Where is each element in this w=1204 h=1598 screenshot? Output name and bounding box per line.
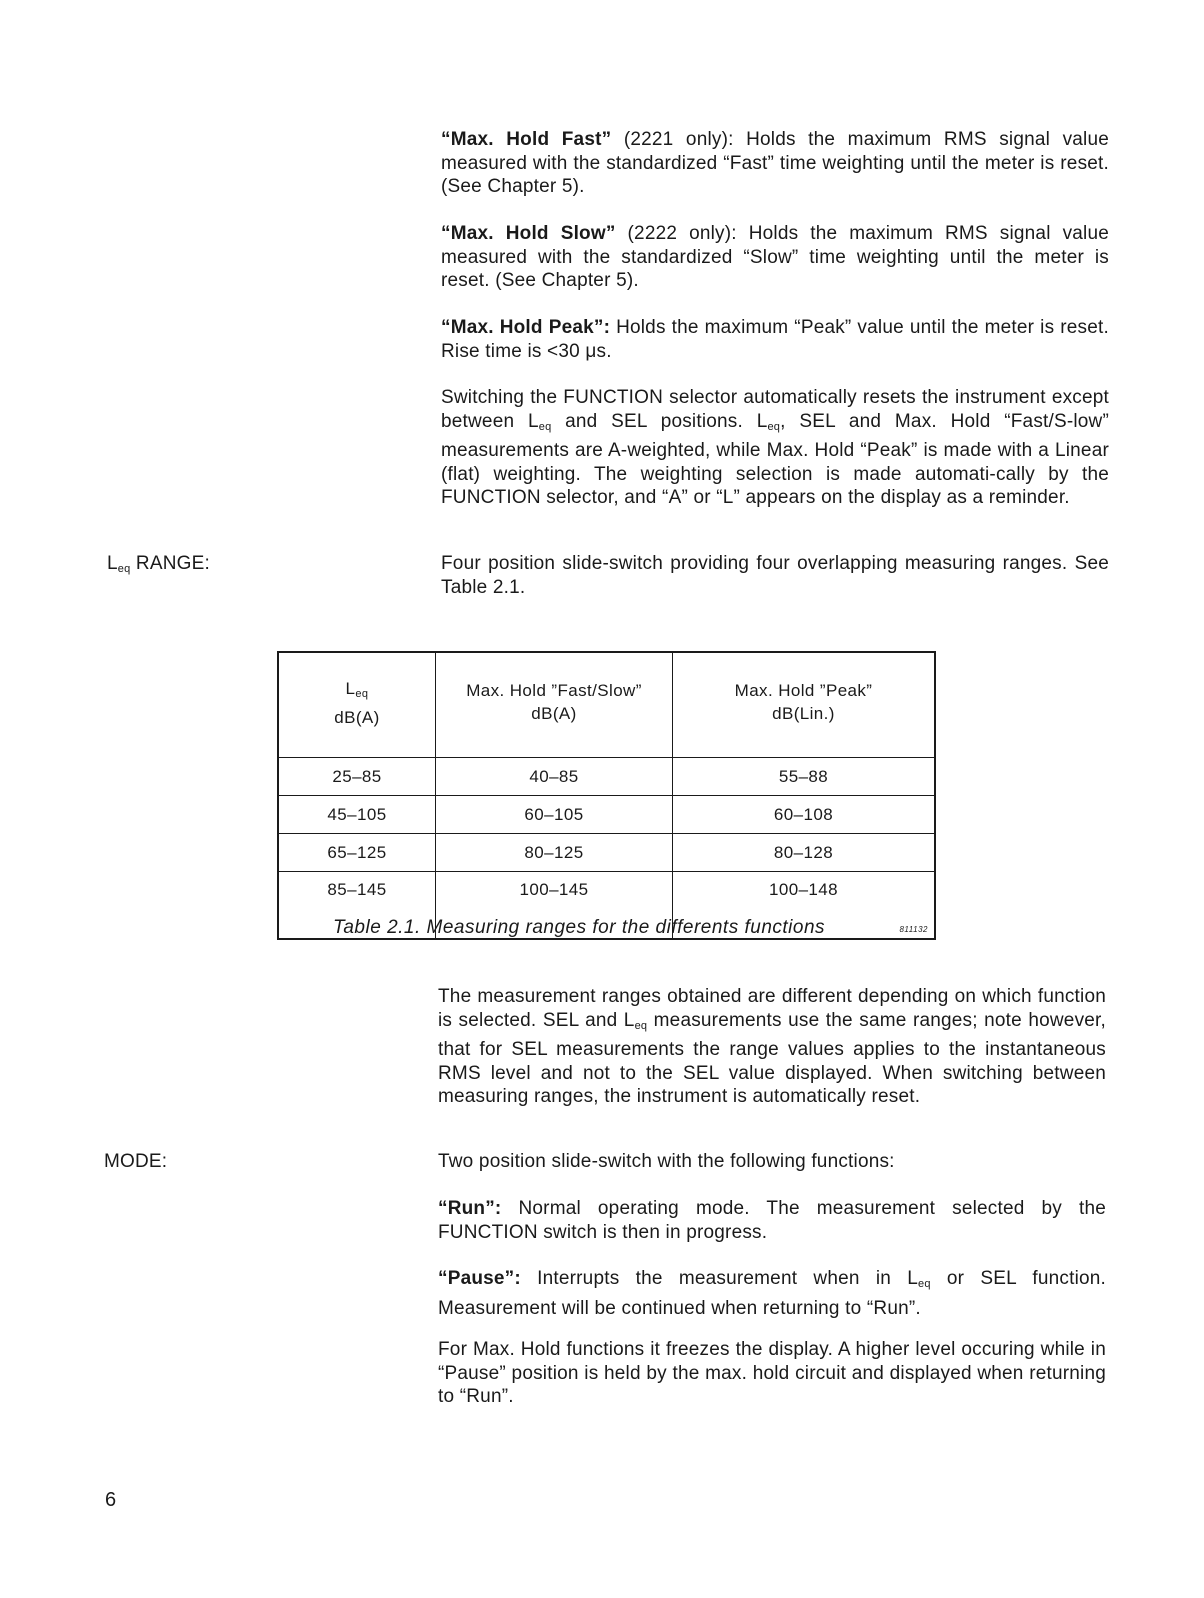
table-cell: 100–145: [436, 872, 673, 940]
desc-run: Normal operating mode. The measurement selected by the FUNCTION switch is then in progress.: [438, 1198, 1106, 1243]
table-header-row: [278, 652, 935, 758]
table-cell: 80–125: [436, 834, 673, 872]
text-fragment: measurements use the same ranges; note however, that for SEL measurements the range values applies to the instantaneous RMS level and not to the SEL value displayed. When switching between measuring ranges, the instrument is automatically reset.: [438, 1009, 1107, 1108]
subscript-eq: eq: [355, 688, 369, 700]
term-max-hold-fast: “Max. Hold Fast”: [441, 129, 612, 150]
paragraph-max-hold-peak: [441, 316, 1109, 363]
desc-max-hold-peak: Holds the maximum “Peak” value until the meter is reset. Rise time is <30 μs.: [441, 317, 1109, 362]
table-cell: 45–105: [278, 796, 436, 834]
table-cell: 25–85: [278, 758, 436, 796]
text-fragment: RANGE:: [130, 553, 210, 574]
text-fragment: The measurement ranges obtained are different depending on which function is selected. SEL and L: [438, 986, 1106, 1031]
term-max-hold-peak: “Max. Hold Peak”:: [441, 317, 611, 338]
paragraph-leq-range: Four position slide-switch providing four overlapping measuring ranges. See Table 2.1.: [441, 553, 1109, 598]
text-fragment: or SEL function. Measurement will be continued when returning to “Run”.: [438, 1268, 1106, 1319]
subscript-eq: eq: [117, 563, 131, 575]
table-cell: 60–105: [436, 796, 673, 834]
text-fragment: L: [107, 553, 118, 574]
table-cell-value: 100–148: [769, 880, 838, 899]
table-row: [278, 796, 935, 834]
paragraph-function-switch: [441, 386, 1109, 510]
text-fragment: and SEL positions. L: [551, 410, 768, 432]
header-line: L: [345, 679, 356, 698]
text-fragment: Switching the FUNCTION selector automatically resets the instrument except between L: [441, 387, 1109, 432]
paragraph-max-hold-freeze: For Max. Hold functions it freezes the display. A higher level occuring while in “Pause” position is held by the max. hold circuit and displayed when returning to “Run”.: [438, 1339, 1106, 1408]
term-pause: “Pause”:: [438, 1268, 521, 1289]
text-fragment: Interrupts the measurement when in L: [520, 1268, 918, 1289]
table-cell: 55–88: [673, 758, 936, 796]
table-figure-code: 811132: [899, 925, 928, 934]
term-max-hold-slow: “Max. Hold Slow”: [441, 223, 616, 244]
table-cell: 80–128: [673, 834, 936, 872]
paragraph-run: [438, 1197, 1106, 1244]
paragraph-mode: Two position slide-switch with the following functions:: [438, 1151, 895, 1172]
ranges-table: [277, 651, 936, 940]
desc-max-hold-slow: (2222 only): Holds the maximum RMS signal value measured with the standardized “Slow” time weighting until the meter is reset. (See Chapter 5).: [441, 223, 1110, 292]
table-header-cell: [436, 652, 673, 758]
table-cell: 65–125: [278, 834, 436, 872]
page-number: 6: [105, 1489, 117, 1511]
header-line: Max. Hold ”Fast/Slow”: [466, 681, 642, 700]
desc-max-hold-fast: (2221 only): Holds the maximum RMS signal value measured with the standardized “Fast” time weighting until the meter is reset. (See Chapter 5).: [441, 129, 1110, 198]
table-cell: 60–108: [673, 796, 936, 834]
header-unit: dB(A): [531, 704, 577, 723]
subscript-eq: eq: [918, 1278, 931, 1290]
table-cell: 85–145: [278, 872, 436, 940]
table-row: [278, 834, 935, 872]
table-header-cell: [278, 652, 436, 758]
paragraph-pause: [438, 1267, 1106, 1320]
subscript-eq: eq: [634, 1019, 648, 1032]
table-header-cell: [673, 652, 936, 758]
table-cell: 40–85: [436, 758, 673, 796]
table-caption: Table 2.1. Measuring ranges for the differents functions: [333, 917, 826, 938]
term-run: “Run”:: [438, 1198, 502, 1219]
text-fragment: , SEL and Max. Hold “Fast/S-low” measurements are A-weighted, while Max. Hold “Peak” is made with a Linear (flat) weighting. The weighting selection is made automati-cally by the FUNCTION selector, and “A” or “L” appears on the display as a reminder.: [441, 410, 1110, 509]
header-unit: dB(Lin.): [772, 704, 835, 723]
paragraph-max-hold-slow: [441, 222, 1109, 293]
header-unit: dB(A): [334, 708, 380, 727]
subscript-eq: eq: [767, 420, 781, 433]
label-mode: MODE:: [104, 1151, 168, 1172]
paragraph-max-hold-fast: [441, 128, 1109, 199]
subscript-eq: eq: [538, 420, 552, 433]
table-row: [278, 758, 935, 796]
header-line: Max. Hold ”Peak”: [734, 681, 873, 700]
paragraph-ranges-note: [438, 985, 1106, 1109]
label-leq-range: [107, 552, 210, 582]
